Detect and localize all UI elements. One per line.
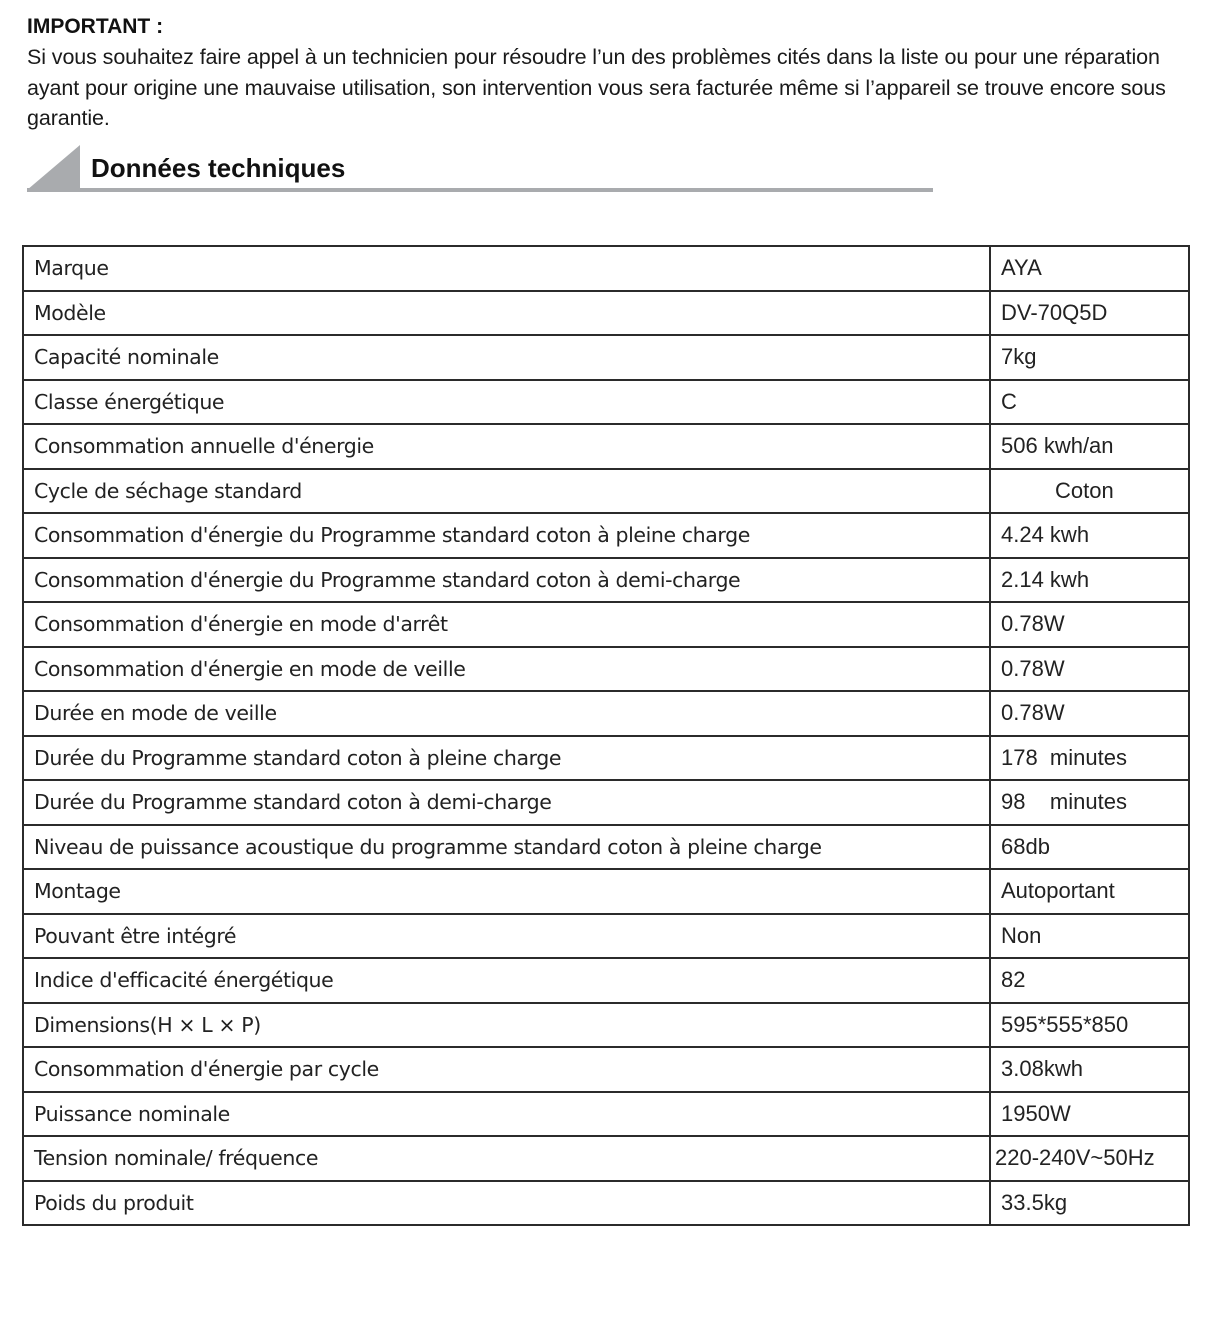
spec-value: DV-70Q5D: [990, 291, 1189, 336]
spec-label: Durée en mode de veille: [23, 691, 990, 736]
table-row: [23, 513, 1189, 558]
spec-value: 506 kwh/an: [990, 424, 1189, 469]
spec-value: 220-240V~50Hz: [990, 1136, 1189, 1181]
table-row: [23, 1047, 1189, 1092]
spec-value: 1950W: [990, 1092, 1189, 1137]
spec-label: Consommation d'énergie du Programme standard coton à demi-charge: [23, 558, 990, 603]
table-row: [23, 825, 1189, 870]
spec-label: Poids du produit: [23, 1181, 990, 1226]
spec-value: AYA: [990, 246, 1189, 291]
spec-value: C: [990, 380, 1189, 425]
spec-value: 0.78W: [990, 602, 1189, 647]
spec-label: Pouvant être intégré: [23, 914, 990, 959]
table-row: [23, 1181, 1189, 1226]
spec-label: Puissance nominale: [23, 1092, 990, 1137]
spec-value: Coton: [990, 469, 1189, 514]
spec-label: Tension nominale/ fréquence: [23, 1136, 990, 1181]
table-row: [23, 958, 1189, 1003]
table-row: [23, 1092, 1189, 1137]
table-row: [23, 647, 1189, 692]
spec-value: 33.5kg: [990, 1181, 1189, 1226]
technical-specs-table: [22, 245, 1190, 1226]
table-row: [23, 291, 1189, 336]
spec-value: 0.78W: [990, 647, 1189, 692]
spec-label: Consommation d'énergie du Programme standard coton à pleine charge: [23, 513, 990, 558]
spec-label: Consommation d'énergie en mode de veille: [23, 647, 990, 692]
spec-label: Cycle de séchage standard: [23, 469, 990, 514]
spec-value: 7kg: [990, 335, 1189, 380]
triangle-marker-icon: [27, 145, 81, 190]
spec-value: Autoportant: [990, 869, 1189, 914]
section-title: Données techniques: [91, 153, 346, 183]
spec-label: Niveau de puissance acoustique du programme standard coton à pleine charge: [23, 825, 990, 870]
spec-value: 2.14 kwh: [990, 558, 1189, 603]
spec-value: 4.24 kwh: [990, 513, 1189, 558]
table-row: [23, 424, 1189, 469]
spec-label: Durée du Programme standard coton à demi-charge: [23, 780, 990, 825]
heading-underline: [27, 188, 933, 192]
table-row: [23, 780, 1189, 825]
spec-value: 82: [990, 958, 1189, 1003]
important-notice: [27, 12, 1202, 134]
table-row: [23, 246, 1189, 291]
section-heading: [27, 145, 933, 193]
spec-label: Consommation d'énergie par cycle: [23, 1047, 990, 1092]
table-row: [23, 335, 1189, 380]
table-row: [23, 691, 1189, 736]
notice-body: Si vous souhaitez faire appel à un technicien pour résoudre l’un des problèmes cités dans la liste ou pour une réparation ayant pour origine une mauvaise utilisation, son intervention vous sera facturée même si l’appareil se trouve encore sous garantie.: [27, 45, 1166, 130]
table-row: [23, 380, 1189, 425]
table-row: [23, 736, 1189, 781]
table-row: [23, 1136, 1189, 1181]
spec-value: 178 minutes: [990, 736, 1189, 781]
spec-value: 595*555*850: [990, 1003, 1189, 1048]
spec-value: 98 minutes: [990, 780, 1189, 825]
spec-label: Consommation annuelle d'énergie: [23, 424, 990, 469]
table-row: [23, 469, 1189, 514]
table-row: [23, 1003, 1189, 1048]
table-row: [23, 602, 1189, 647]
spec-label: Consommation d'énergie en mode d'arrêt: [23, 602, 990, 647]
spec-label: Indice d'efficacité énergétique: [23, 958, 990, 1003]
spec-label: Montage: [23, 869, 990, 914]
spec-value: 68db: [990, 825, 1189, 870]
notice-title: IMPORTANT :: [27, 15, 164, 38]
spec-value: 0.78W: [990, 691, 1189, 736]
spec-value: Non: [990, 914, 1189, 959]
spec-label: Marque: [23, 246, 990, 291]
spec-label: Dimensions(H × L × P): [23, 1003, 990, 1048]
table-row: [23, 869, 1189, 914]
spec-value: 3.08kwh: [990, 1047, 1189, 1092]
spec-label: Modèle: [23, 291, 990, 336]
table-row: [23, 914, 1189, 959]
spec-label: Classe énergétique: [23, 380, 990, 425]
spec-label: Capacité nominale: [23, 335, 990, 380]
table-row: [23, 558, 1189, 603]
spec-label: Durée du Programme standard coton à pleine charge: [23, 736, 990, 781]
